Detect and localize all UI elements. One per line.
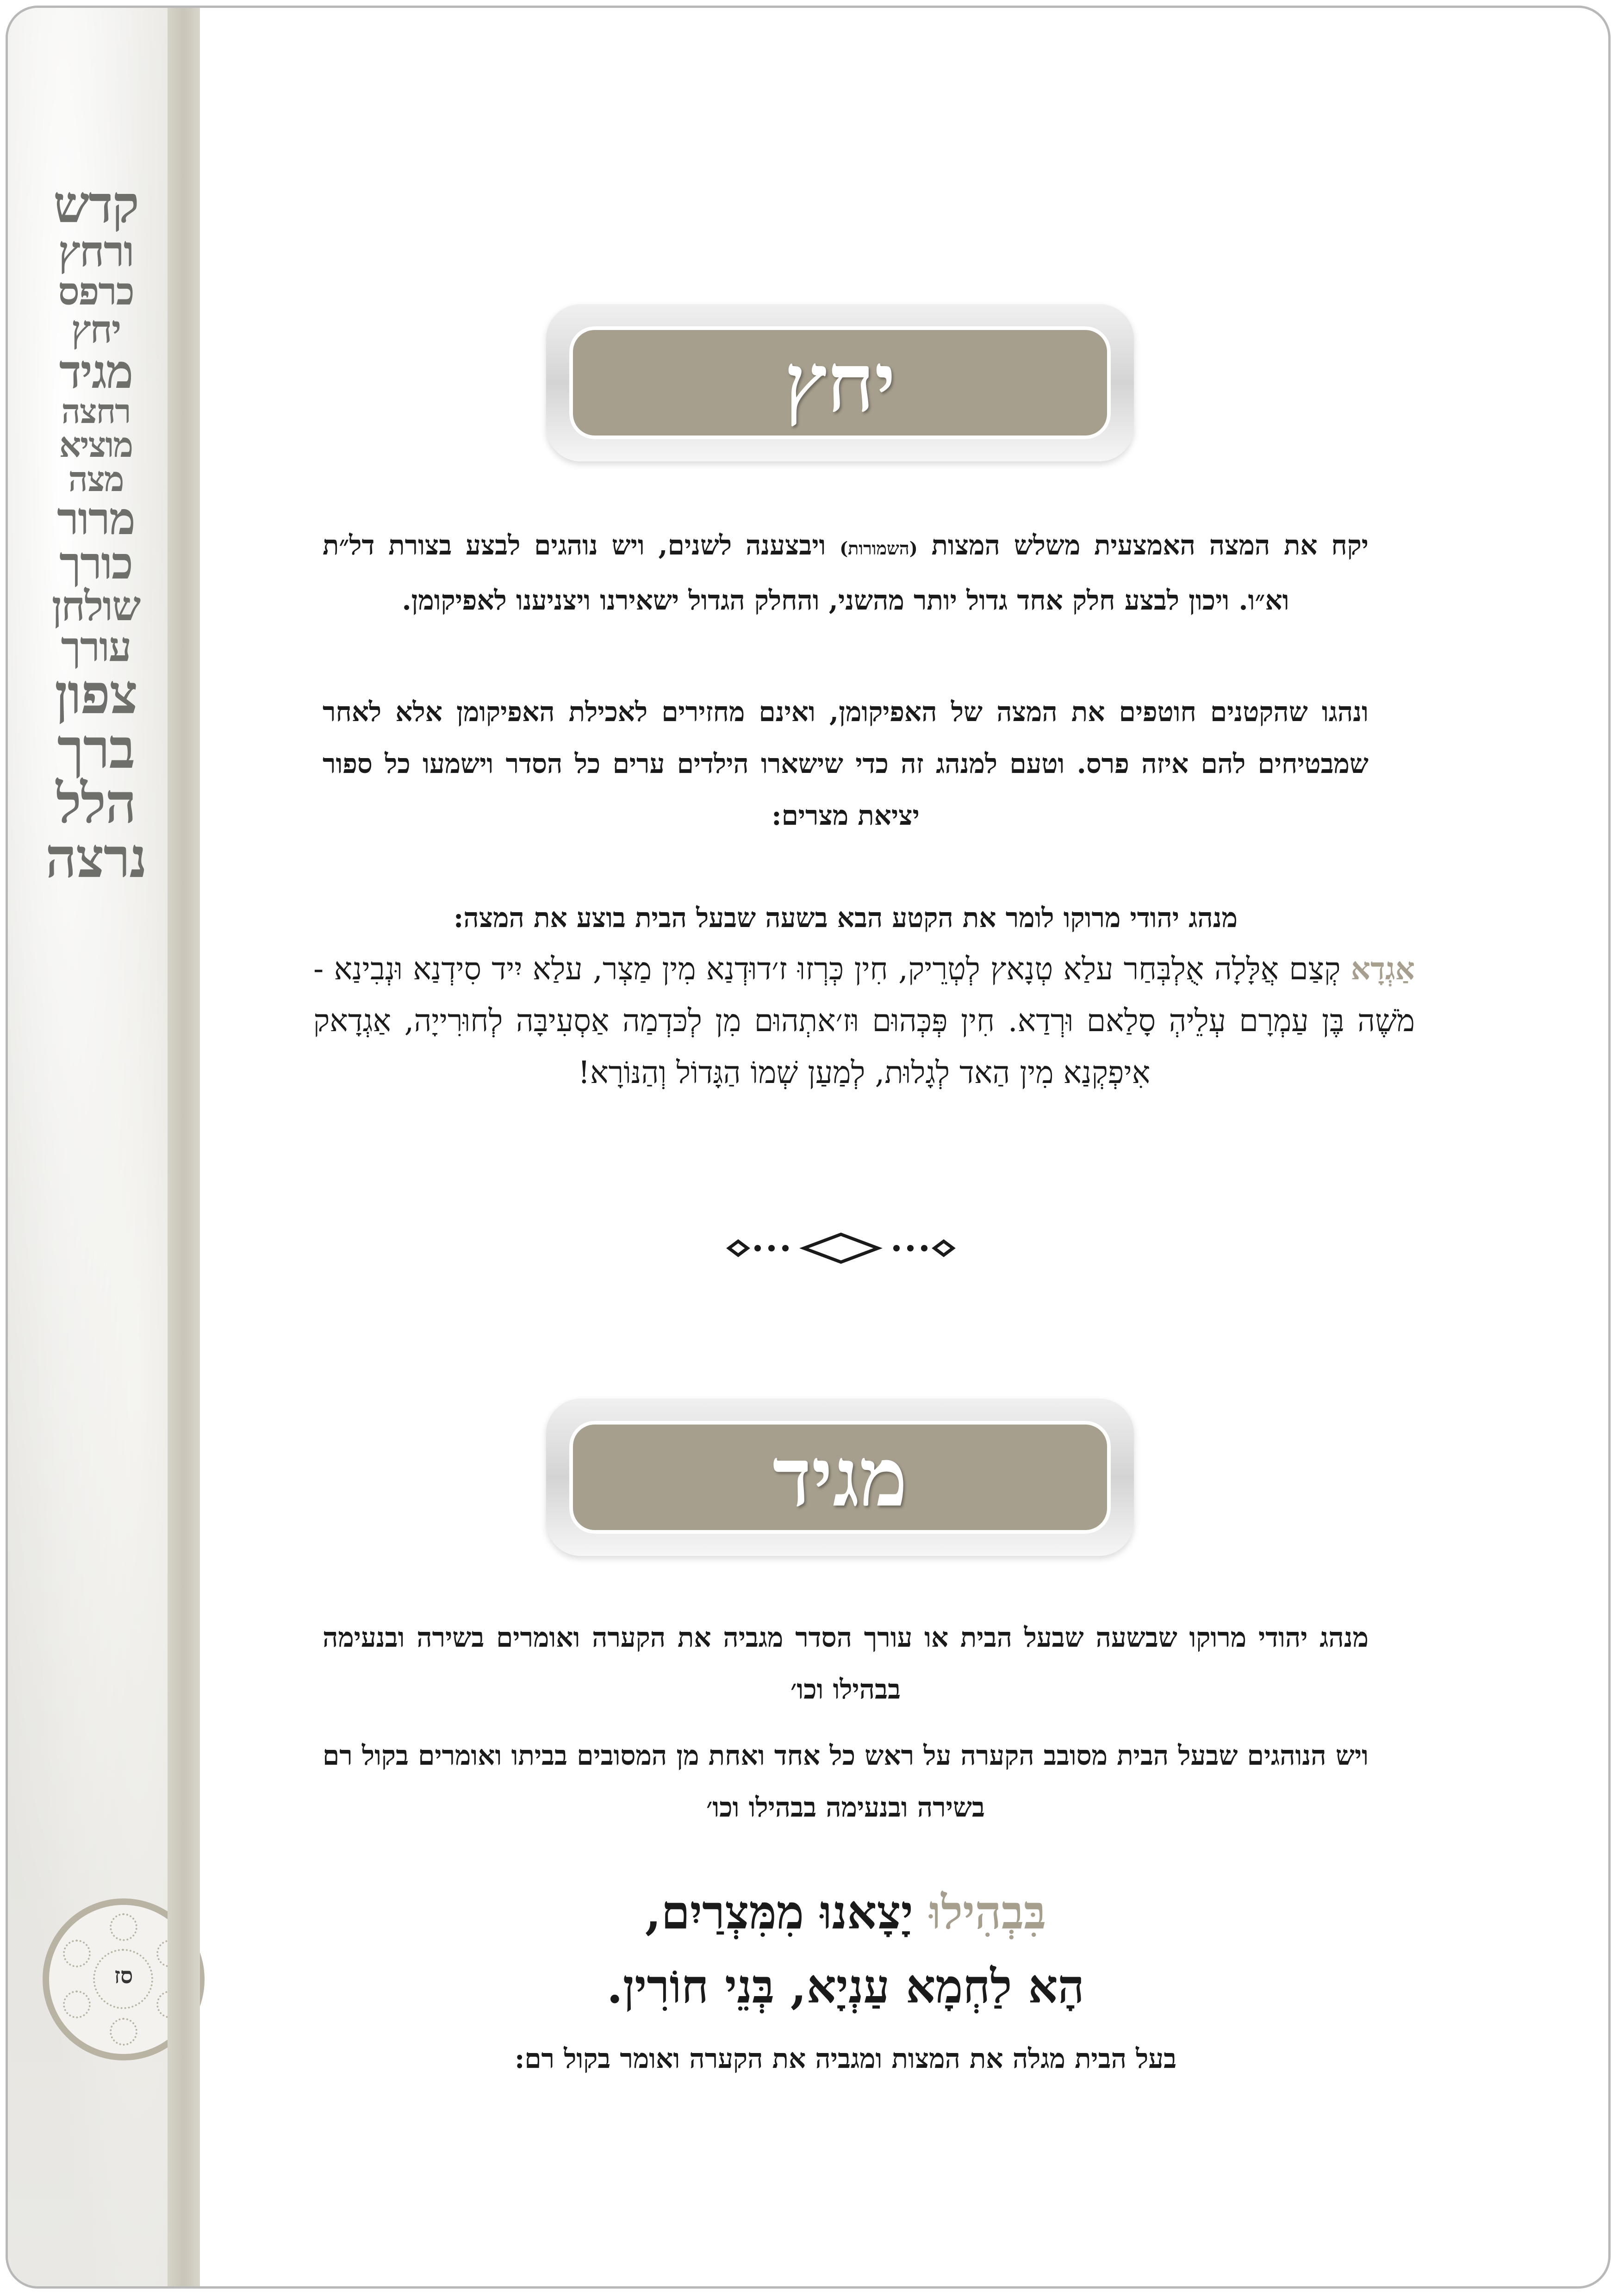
afikoman-custom: ונהגו שהקטנים חוטפים את המצה של האפיקומן, ואינם מחזירים לאכילת האפיקומן אלא לאחר שמבטיחים להם איזה פרס. וטעם למנהג זה כדי שישארו הילדים ערים כל הסדר וישמעו כל ספור יציאת מצרים: xyxy=(323,696,1369,831)
yachatz-text-note: (השמורות) xyxy=(840,538,918,559)
sidebar xyxy=(8,8,193,2286)
step-barech: ברך xyxy=(57,716,135,781)
heading-plate xyxy=(569,326,1111,439)
step-motzi-matza: מוציא מצה xyxy=(59,425,133,499)
step-korech: כורך xyxy=(59,537,132,589)
section-title: יחץ xyxy=(784,335,896,430)
step-tzafun: צפון xyxy=(54,662,137,726)
section-heading-maggid xyxy=(546,1399,1134,1556)
step-karpas: כרפס xyxy=(58,269,134,314)
section-heading-yachatz xyxy=(546,304,1134,461)
bivhilu-word: בִּבְהִילוּ xyxy=(929,1885,1046,1940)
seder-steps-list xyxy=(26,174,165,890)
plate-dot-icon xyxy=(63,1991,91,2018)
step-hallel: הלל xyxy=(56,771,136,835)
yachatz-instructions xyxy=(323,519,1369,626)
section-title: מגיד xyxy=(772,1430,908,1525)
step-shulchan-orech: שולחן עורך xyxy=(51,582,140,671)
ha-lachma-line: הָא לַחְמָא עַנְיָא, בְּנֵי חוֹרִין. xyxy=(606,1959,1085,2014)
maggid-custom-2: ויש הנוהגים שבעל הבית מסובב הקערה על ראש כל אחד ואחת מן המסובים בביתו ואומרים בקול רם בשירה ובנעימה בבהילו וכו׳ xyxy=(323,1740,1369,1823)
moroccan-custom-intro: מנהג יהודי מרוקו לומר את הקטע הבא בשעה שבעל הבית בוצע את המצה: xyxy=(453,902,1238,933)
step-rachtza: רחצה xyxy=(61,392,131,431)
bivhilu-line xyxy=(323,1878,1369,1947)
yachatz-text-b: ויבצענה לשנים, ויש נוהגים לבצע בצורת דל״ת וא״ו. ויכון לבצע חלק אחד גדול יותר מהשני, והחלק הגדול ישאירנו ויצניענו לאפיקומן. xyxy=(323,529,1289,616)
step-kadesh: קדש xyxy=(53,174,138,234)
yachatz-text-a: יקח את המצה האמצעית משלש המצות xyxy=(931,529,1369,561)
plate-dot-icon xyxy=(110,2018,137,2046)
recitation-first-word: אַגְדָא xyxy=(1350,951,1415,987)
step-maggid: מגיד xyxy=(59,344,133,399)
sidebar-border xyxy=(168,8,200,2286)
plate-dot-icon xyxy=(110,1913,137,1941)
page-frame xyxy=(6,6,1611,2289)
bivhilu-rest: יָצָאנוּ מִמִּצְרַיִם, xyxy=(645,1885,913,1940)
step-maror: מרור xyxy=(57,492,135,545)
step-yachatz: יחץ xyxy=(71,307,121,352)
recitation-text: קְצַם אֲלָּלָה אֻלְבְּחַר עלַא טְנָאץ לְטְרֵיק, חִין כְּרְזוּ ז׳דוּדְנַא מִין מַצְר, עלַא יִיד סִידְנַא וּנְבִינַא - מֹשֶׁה בֶּן עַמְרָם עְלֵיהְ סָלַאם וּרְדַא. חִין פְּכְּהוּם וּז׳אתְהוּם מִן לְכּדְמַה אַסְעִיבָּה לְחוּרִייָה, אַגְדָאק אִיפְקְנַא מִין הַאד לְגָלוּת, לְמַעַן שְׁמוֹ הַגָּדוֹל וְהַנּוֹרָא! xyxy=(313,951,1415,1090)
maggid-custom-1: מנהג יהודי מרוקו שבשעה שבעל הבית או עורך הסדר מגביה את הקערה ואומרים בשירה ובנעימה בבהילו וכו׳ xyxy=(323,1622,1369,1705)
step-nirtza: נרצה xyxy=(45,826,147,890)
closing-instruction: בעל הבית מגלה את המצות ומגביה את הקערה ואומר בקול רם: xyxy=(514,2043,1177,2074)
ornament-divider-icon xyxy=(725,1220,957,1276)
moroccan-recitation xyxy=(313,943,1415,1099)
step-urchatz: ורחץ xyxy=(58,226,134,276)
heading-plate xyxy=(569,1421,1111,1534)
page-number: סז xyxy=(114,1963,133,1989)
